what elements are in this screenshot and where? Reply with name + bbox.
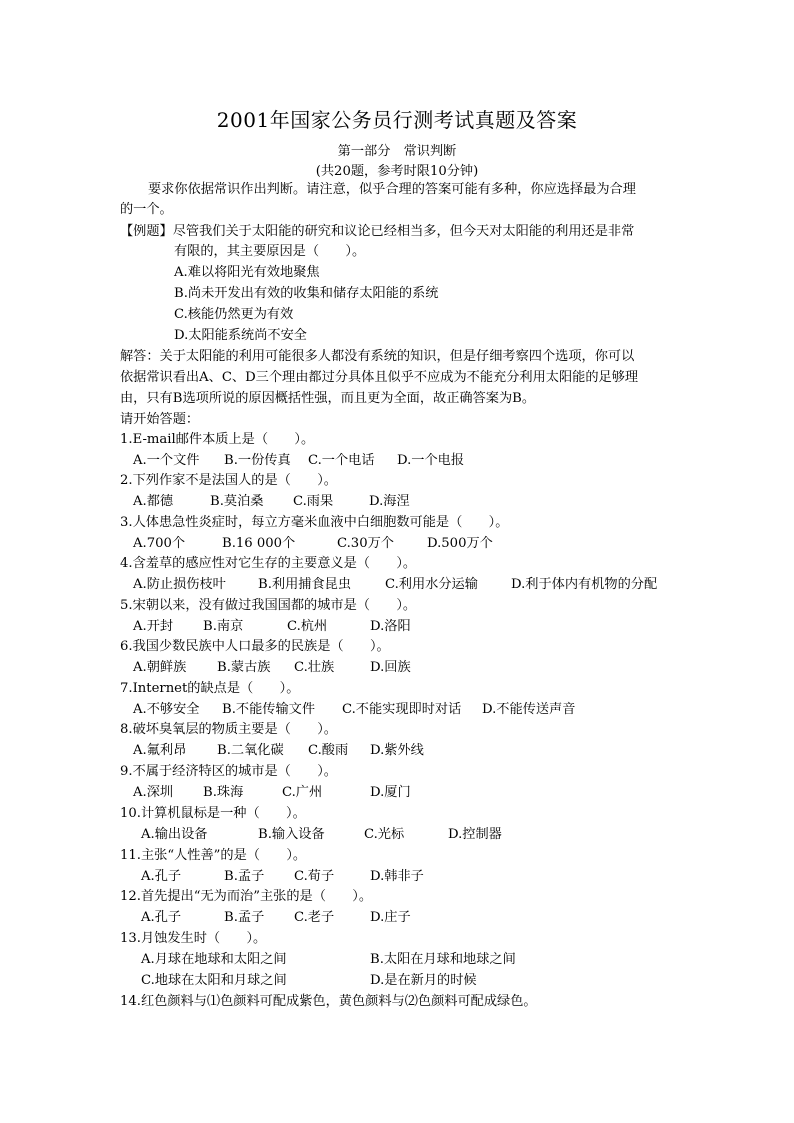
answer-line-1: 解答：关于太阳能的利用可能很多人都没有系统的知识，但是仔细考察四个选项，你可以 xyxy=(120,349,635,364)
document-title: 2001年国家公务员行测考试真题及答案 xyxy=(216,108,578,132)
option-b: B.太阳在月球和地球之间 xyxy=(370,952,516,967)
question-10: 10.计算机鼠标是一种（ ）。 xyxy=(120,806,306,821)
option-a: A.开封 xyxy=(133,619,174,634)
option-a: A.一个文件 xyxy=(133,453,200,468)
option-b: B.输入设备 xyxy=(258,827,325,842)
option-a: A.不够安全 xyxy=(133,702,200,717)
option-a: A.输出设备 xyxy=(141,827,208,842)
option-b: B.二氧化碳 xyxy=(217,743,284,758)
option-d: D.回族 xyxy=(370,660,411,675)
question-4: 4.含羞草的感应性对它生存的主要意义是（ ）。 xyxy=(120,556,417,571)
question-5: 5.宋朝以来，没有做过我国国都的城市是（ ）。 xyxy=(120,598,417,613)
option-d: D.厦门 xyxy=(370,785,411,800)
option-a: A.朝鲜族 xyxy=(133,660,187,675)
option-b: B.孟子 xyxy=(224,910,265,925)
example-line-2: 有限的，其主要原因是（ ）。 xyxy=(174,244,366,259)
option-d: D.不能传送声音 xyxy=(482,702,576,717)
question-9: 9.不属于经济特区的城市是（ ）。 xyxy=(120,764,337,779)
option-a: A.孔子 xyxy=(141,910,182,925)
option-c: C.老子 xyxy=(294,910,335,925)
question-14: 14.红色颜料与⑴色颜料可配成紫色，黄色颜料与⑵色颜料可配成绿色。 xyxy=(120,994,537,1009)
option-c: C.利用水分运输 xyxy=(385,577,478,592)
intro-line-1: 要求你依据常识作出判断。请注意，似乎合理的答案可能有多种，你应选择最为合理 xyxy=(148,182,636,197)
option-a: A.月球在地球和太阳之间 xyxy=(141,952,287,967)
option-b: B.珠海 xyxy=(203,785,244,800)
example-option-a: A.难以将阳光有效地聚焦 xyxy=(174,265,320,280)
option-d: D.庄子 xyxy=(370,910,411,925)
section-note: (共20题，参考时限10分钟) xyxy=(315,164,479,179)
question-13: 13.月蚀发生时（ ）。 xyxy=(120,931,267,946)
option-d: D.控制器 xyxy=(448,827,502,842)
option-c: C.一个电话 xyxy=(308,453,375,468)
question-3: 3.人体患急性炎症时，每立方毫米血液中白细胞数可能是（ ）。 xyxy=(120,515,509,530)
option-c: C.广州 xyxy=(282,785,323,800)
option-d: D.500万个 xyxy=(427,536,493,551)
option-d: D.一个电报 xyxy=(397,453,465,468)
option-a: A.都德 xyxy=(133,494,174,509)
option-b: B.莫泊桑 xyxy=(210,494,264,509)
option-a: A.氟利昂 xyxy=(133,743,187,758)
question-6: 6.我国少数民族中人口最多的民族是（ ）。 xyxy=(120,639,390,654)
option-d: D.海涅 xyxy=(369,494,410,509)
option-c: C.光标 xyxy=(364,827,405,842)
option-d: D.是在新月的时候 xyxy=(370,973,477,988)
option-c: C.杭州 xyxy=(287,619,328,634)
option-b: B.16 000个 xyxy=(222,536,296,551)
question-1: 1.E-mail邮件本质上是（ ）。 xyxy=(120,432,315,447)
option-d: D.紫外线 xyxy=(370,743,424,758)
intro-line-2: 的一个。 xyxy=(120,202,173,217)
option-a: A.深圳 xyxy=(133,785,174,800)
option-b: B.孟子 xyxy=(224,869,265,884)
option-a: A.700个 xyxy=(133,536,186,551)
question-2: 2.下列作家不是法国人的是（ ）。 xyxy=(120,473,337,488)
example-line-1: 【例题】尽管我们关于太阳能的研究和议论已经相当多，但今天对太阳能的利用还是非常 xyxy=(120,224,635,239)
option-c: C.荀子 xyxy=(294,869,335,884)
option-a: A.防止损伤枝叶 xyxy=(133,577,226,592)
option-c: C.30万个 xyxy=(337,536,394,551)
option-b: B.蒙古族 xyxy=(217,660,271,675)
option-c: C.酸雨 xyxy=(308,743,349,758)
question-12: 12.首先提出“无为而治”主张的是（ ）。 xyxy=(120,889,373,904)
option-b: B.不能传输文件 xyxy=(222,702,316,717)
option-a: A.孔子 xyxy=(141,869,182,884)
answer-line-2: 依据常识看出A、C、D三个理由都过分具体且似乎不应成为不能充分利用太阳能的足够理 xyxy=(120,370,639,385)
option-c: C.地球在太阳和月球之间 xyxy=(141,973,287,988)
option-b: B.南京 xyxy=(203,619,244,634)
section-heading: 第一部分 常识判断 xyxy=(337,144,457,159)
option-d: D.韩非子 xyxy=(370,869,424,884)
option-d: D.洛阳 xyxy=(370,619,411,634)
example-option-c: C.核能仍然更为有效 xyxy=(174,307,294,322)
question-8: 8.破坏臭氧层的物质主要是（ ）。 xyxy=(120,722,337,737)
option-c: C.雨果 xyxy=(293,494,334,509)
option-c: C.不能实现即时对话 xyxy=(342,702,462,717)
example-option-b: B.尚未开发出有效的收集和储存太阳能的系统 xyxy=(174,286,439,301)
question-7: 7.Internet的缺点是（ ）。 xyxy=(120,681,300,696)
option-c: C.壮族 xyxy=(294,660,335,675)
question-11: 11.主张“人性善”的是（ ）。 xyxy=(120,848,307,863)
example-option-d: D.太阳能系统尚不安全 xyxy=(174,328,307,343)
answer-line-3: 由，只有B选项所说的原因概括性强，而且更为全面，故正确答案为B。 xyxy=(120,391,536,406)
start-prompt: 请开始答题： xyxy=(120,412,200,427)
option-b: B.一份传真 xyxy=(224,453,291,468)
option-d: D.利于体内有机物的分配 xyxy=(511,577,658,592)
option-b: B.利用捕食昆虫 xyxy=(258,577,352,592)
